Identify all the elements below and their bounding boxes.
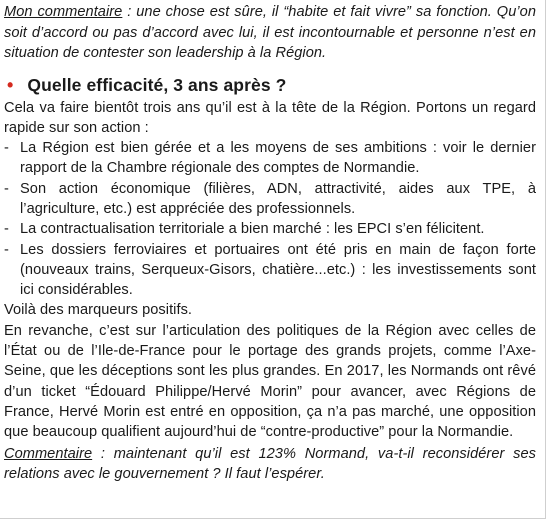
article-page [4, 2, 536, 485]
list-item [4, 240, 536, 301]
closing-comment-label: Commentaire [4, 445, 93, 462]
intro-comment [4, 2, 536, 64]
list-item [4, 219, 536, 239]
closing-comment [4, 444, 536, 485]
section-heading [4, 73, 536, 97]
intro-comment-label: Mon commentaire [4, 4, 123, 20]
red-bullet-icon: • [7, 74, 14, 95]
dash-marker: - [4, 180, 9, 197]
list-item-text: La contractualisation territoriale a bien marché : les EPCI s’en félicitent. [20, 221, 485, 238]
closing-comment-text: : maintenant qu’il est 123% Normand, va-t-il reconsidérer ses relations avec le gouvernement ? Il faut l’espérer. [4, 445, 536, 483]
section-lead: Cela va faire bientôt trois ans qu’il est à la tête de la Région. Portons un regard rapide sur son action : [4, 99, 536, 136]
dash-marker: - [4, 241, 9, 258]
intro-comment-text: : une chose est sûre, il “habite et fait vivre” sa fonction. Qu’on soit d’accord ou pas d’accord avec lui, il est incontournable et personne n’est en situation de contester son leadership à la Région. [4, 4, 536, 61]
list-item [4, 138, 536, 179]
list-item-text: Son action économique (filières, ADN, attractivité, aides aux TPE, à l’agriculture, etc.) est appréciée des professionnels. [20, 180, 536, 217]
section-heading-text: Quelle efficacité, 3 ans après ? [27, 74, 287, 95]
dash-marker: - [4, 140, 9, 157]
list-item [4, 179, 536, 220]
list-item-text: La Région est bien gérée et a les moyens de ses ambitions : voir le dernier rapport de la Chambre régionale des comptes de Normandie. [20, 140, 536, 177]
list-item-text: Les dossiers ferroviaires et portuaires ont été pris en main de façon forte (nouveaux trains, Serqueux-Gisors, chatière...etc.) : les investissements sont ici considérables. [20, 241, 536, 299]
section-critique: En revanche, c’est sur l’articulation des politiques de la Région avec celles de l’État ou de l’Ile-de-France pour le portage des grands projets, comme l’Axe-Seine, que les déceptions sont les plus grandes. En 2017, les Normands ont rêvé d’un ticket “Édouard Philippe/Hervé Morin” pour avancer, avec Régions de France, Hervé Morin est entré en opposition, ça n’a pas marché, une opposition que beaucoup qualifient aujourd’hui de “contre-productive” pour la Normandie. [4, 322, 536, 441]
dash-marker: - [4, 221, 9, 238]
action-list [4, 138, 536, 300]
section-conclusion: Voilà des marqueurs positifs. [4, 302, 193, 319]
